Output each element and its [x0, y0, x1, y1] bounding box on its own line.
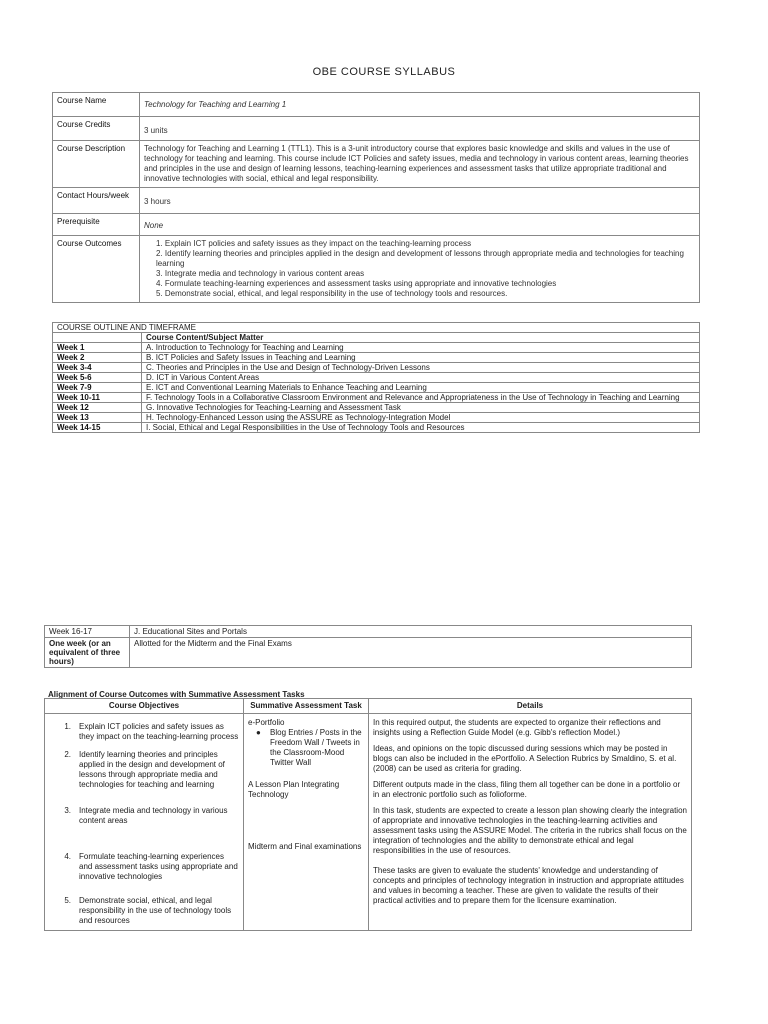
- week-content: H. Technology-Enhanced Lesson using the ASSURE as Technology-Integration Model: [142, 413, 700, 423]
- page-title: OBE COURSE SYLLABUS: [312, 66, 456, 78]
- list-item: 4. Formulate teaching-learning experiences and assessment tasks using appropriate and innovative technologies: [156, 279, 557, 288]
- course-outline-table: [52, 322, 700, 433]
- task-lesson-plan: A Lesson Plan Integrating Technology: [248, 780, 340, 799]
- week-label: Week 16-17: [45, 626, 130, 638]
- table-row: [53, 236, 700, 303]
- table-row: [53, 373, 700, 383]
- week-content: C. Theories and Principles in the Use and Design of Technology-Driven Lessons: [142, 363, 700, 373]
- table-row: [53, 188, 700, 214]
- table-row: [53, 323, 700, 333]
- week-content: F. Technology Tools in a Collaborative Classroom Environment and Relevance and Appropriateness in the Use of Technology in Teaching and Learning: [142, 393, 700, 403]
- list-item: 3. Integrate media and technology in various content areas: [64, 806, 228, 825]
- details-paragraph: In this task, students are expected to create a lesson plan showing clearly the integration of appropriate and innovative technologies in the teaching-learning activities and assessment tasks using the ASSURE Model. The criteria in the rubrics shall focus on the integration of technologies and the ability to demonstrate ethical and legal responsibilities in the use of resources.: [373, 806, 687, 855]
- list-item: 2. Identify learning theories and principles applied in the design and development of lessons through appropriate media and technologies for teaching learning: [156, 249, 684, 268]
- week-content: E. ICT and Conventional Learning Materials to Enhance Teaching and Learning: [142, 383, 700, 393]
- task-eportfolio: e-Portfolio: [248, 718, 285, 727]
- table-row: [53, 363, 700, 373]
- table-row: [53, 423, 700, 433]
- bullet-icon: ●: [256, 728, 261, 737]
- week-label: Week 10-11: [53, 393, 142, 403]
- details-cell: [369, 714, 692, 931]
- week-content: G. Innovative Technologies for Teaching-Learning and Assessment Task: [142, 403, 700, 413]
- col-objectives-header: Course Objectives: [45, 699, 244, 714]
- week-label: Week 5-6: [53, 373, 142, 383]
- week-label: Week 7-9: [53, 383, 142, 393]
- col-details-header: Details: [369, 699, 692, 714]
- table-row: [45, 699, 692, 714]
- details-paragraph: In this required output, the students are expected to organize their reflections and insights using a Reflection Guide Model (e.g. Gibb's reflection Model.): [373, 718, 661, 737]
- syllabus-table: [52, 92, 700, 303]
- description-value: Technology for Teaching and Learning 1 (TTL1). This is a 3-unit introductory course that explores basic knowledge and skills and values in the use of technology for teaching and learning. This course include ICT Policies and safety issues, media and technology in various content areas, learning theories and principles in the use and design of learning lessons, teaching-learning experiences and assessment tasks that utilize appropriate traditional and innovative technologies with social, ethical and legal responsibility.: [140, 141, 700, 188]
- credits-label: Course Credits: [53, 117, 140, 141]
- list-item: 3. Integrate media and technology in various content areas: [156, 269, 365, 278]
- contact-hours-value: 3 hours: [140, 188, 700, 214]
- week-content: D. ICT in Various Content Areas: [142, 373, 700, 383]
- outline-heading: COURSE OUTLINE AND TIMEFRAME: [53, 323, 700, 333]
- table-row: [53, 141, 700, 188]
- alignment-table: [44, 698, 692, 931]
- table-row: [53, 353, 700, 363]
- week-label: Week 12: [53, 403, 142, 413]
- prerequisite-label: Prerequisite: [53, 214, 140, 236]
- table-row: [53, 393, 700, 403]
- prerequisite-value: None: [140, 214, 700, 236]
- objectives-cell: [45, 714, 244, 931]
- week-content: J. Educational Sites and Portals: [130, 626, 692, 638]
- table-row: [45, 626, 692, 638]
- table-row: [53, 403, 700, 413]
- table-row: [45, 638, 692, 668]
- details-paragraph: These tasks are given to evaluate the students' knowledge and understanding of concepts and principles of technology integration in instruction and appropriate attitudes and values in becoming a teacher. These are given to validate the results of their practical activities and to prepare them for the licensure examination.: [373, 866, 684, 905]
- course-name-value: Technology for Teaching and Learning 1: [140, 93, 700, 117]
- table-row: [53, 214, 700, 236]
- week-label: One week (or an equivalent of three hours): [45, 638, 130, 668]
- table-row: [53, 343, 700, 353]
- table-row: [53, 333, 700, 343]
- list-item: 4. Formulate teaching-learning experiences and assessment tasks using appropriate and innovative technologies: [64, 852, 238, 881]
- details-paragraph: Ideas, and opinions on the topic discussed during sessions which may be posted in blogs can also be included in the ePortfolio. A Selection Rubrics by Smaldino, S. et al. (2008) can be used as criteria for grading.: [373, 744, 677, 773]
- table-row: [53, 413, 700, 423]
- week-content: Allotted for the Midterm and the Final Exams: [130, 638, 692, 668]
- table-row: [53, 383, 700, 393]
- list-item: 5. Demonstrate social, ethical, and legal responsibility in the use of technology tools and resources: [64, 896, 232, 925]
- details-paragraph: Different outputs made in the class, filing them all together can be done in a portfolio or in an electronic portfolio such as folioforme.: [373, 780, 681, 799]
- description-label: Course Description: [53, 141, 140, 188]
- week-content: I. Social, Ethical and Legal Responsibilities in the Use of Technology Tools and Resources: [142, 423, 700, 433]
- list-item: 1. Explain ICT policies and safety issues as they impact on the teaching-learning process: [64, 722, 239, 741]
- col-task-header: Summative Assessment Task: [244, 699, 369, 714]
- outcomes-label: Course Outcomes: [53, 236, 140, 303]
- outcomes-list: [140, 236, 700, 303]
- week-label: Week 14-15: [53, 423, 142, 433]
- week-content: A. Introduction to Technology for Teaching and Learning: [142, 343, 700, 353]
- outline-continuation-table: [44, 625, 692, 668]
- outline-subheading: Course Content/Subject Matter: [142, 333, 700, 343]
- contact-hours-label: Contact Hours/week: [53, 188, 140, 214]
- credits-value: 3 units: [140, 117, 700, 141]
- week-content: B. ICT Policies and Safety Issues in Teaching and Learning: [142, 353, 700, 363]
- table-row: [45, 714, 692, 931]
- table-row: [53, 117, 700, 141]
- week-label: Week 3-4: [53, 363, 142, 373]
- list-item: 5. Demonstrate social, ethical, and legal responsibility in the use of technology tools and resources.: [156, 289, 508, 298]
- list-item: 2. Identify learning theories and principles applied in the design and development of lessons through appropriate media and technologies for teaching and learning: [64, 750, 225, 789]
- task-exams: Midterm and Final examinations: [248, 842, 362, 851]
- week-label: Week 2: [53, 353, 142, 363]
- table-row: [53, 93, 700, 117]
- tasks-cell: [244, 714, 369, 931]
- list-item: 1. Explain ICT policies and safety issues as they impact on the teaching-learning process: [156, 239, 472, 248]
- list-item: ● Blog Entries / Posts in the Freedom Wall / Tweets in the Classroom-Mood Twitter Wall: [256, 728, 362, 767]
- week-label: Week 1: [53, 343, 142, 353]
- week-label: Week 13: [53, 413, 142, 423]
- outline-empty-cell: [53, 333, 142, 343]
- course-name-label: Course Name: [53, 93, 140, 117]
- alignment-title: Alignment of Course Outcomes with Summative Assessment Tasks: [48, 690, 305, 699]
